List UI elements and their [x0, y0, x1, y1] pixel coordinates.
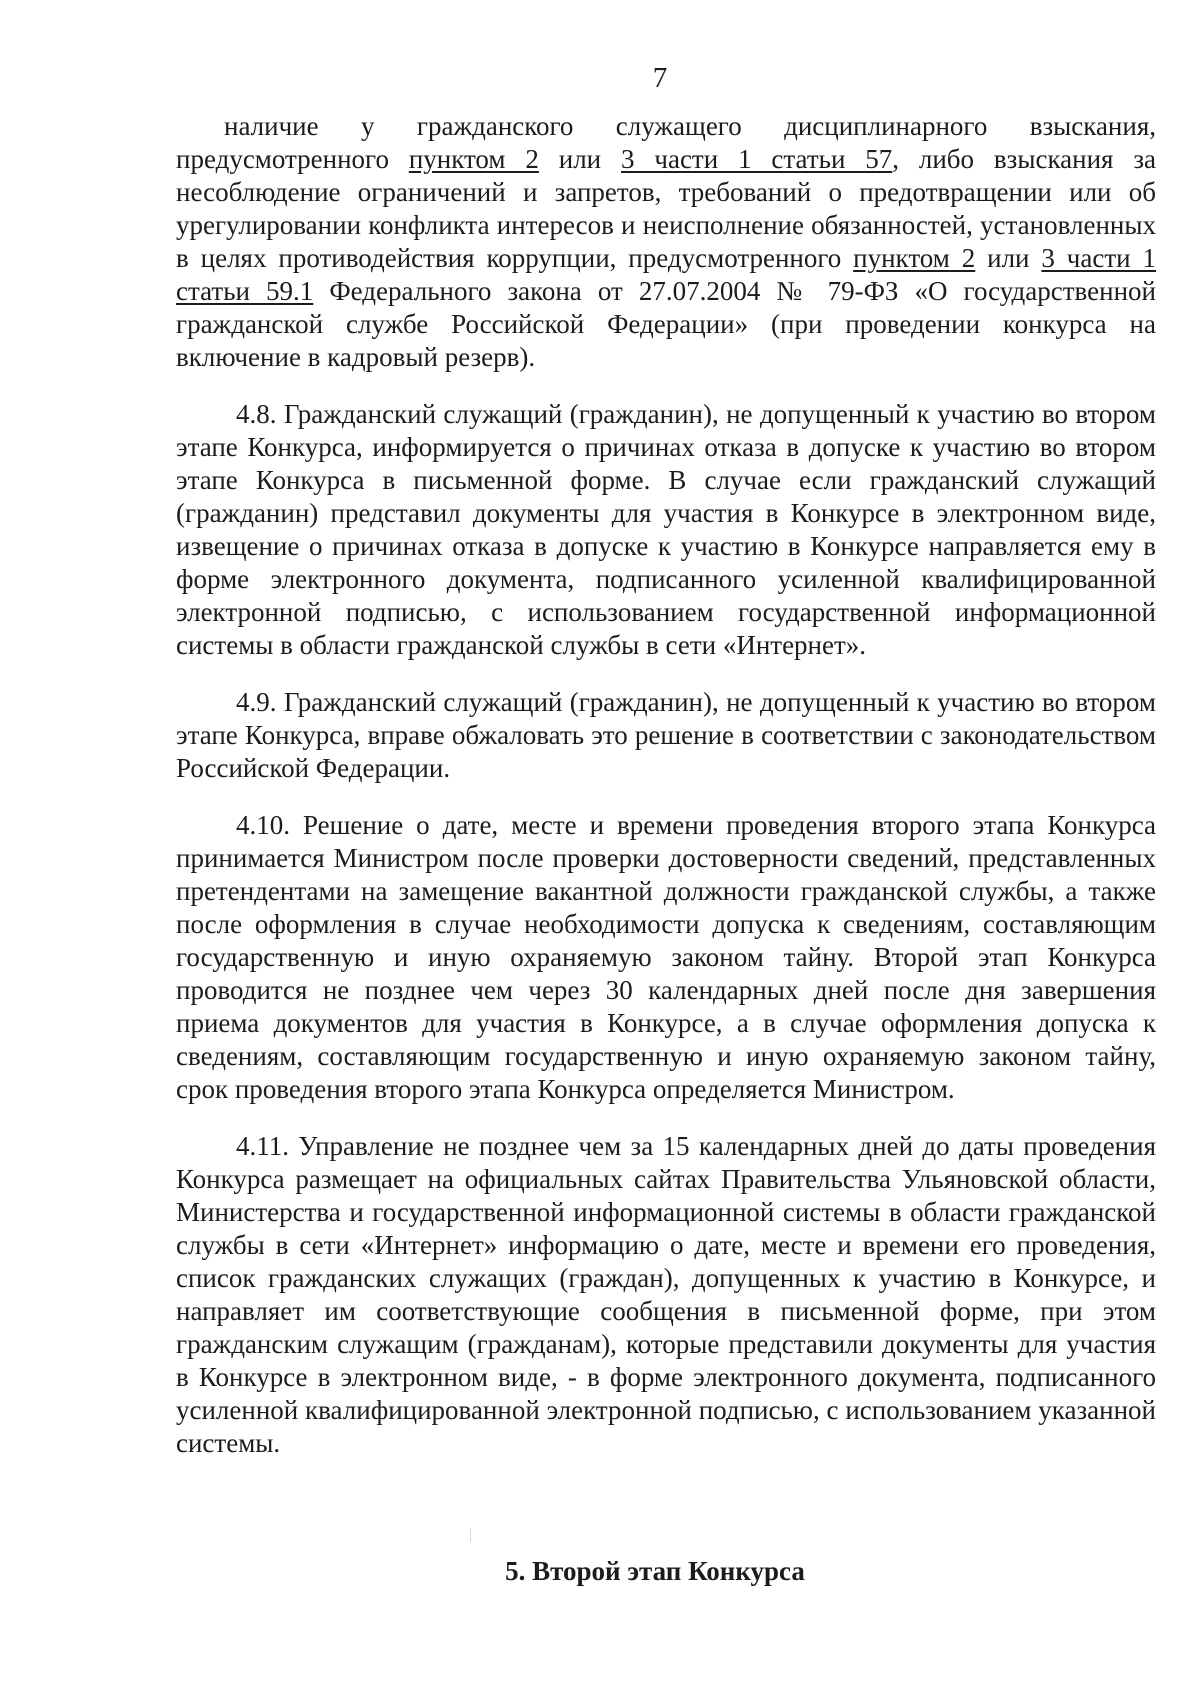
paragraph-text: или — [538, 144, 622, 174]
paragraph-text: или — [975, 243, 1042, 273]
paragraph-4-8: 4.8. Гражданский служащий (гражданин), не допущенный к участию во втором этапе Конкурса, информируется о причинах отказа в допуске к участию во втором этапе Конкурса в письменной форме. В случае если гражданский служащий (гражданин) представил документы для участия в Конкурсе в электронном виде, извещение о причинах отказа в допуске к участию в Конкурсе направляется ему в форме электронного документа, подписанного усиленной квалифицированной электронной подписью, с использованием государственной информационной системы в области гражданской службы в сети «Интернет». — [176, 399, 1156, 660]
paragraph-text: Федерального закона от 27.07.2004 № 79-ФЗ «О государственной гражданской службе Российской Федерации» (при проведении конкурса на включение в кадровый резерв). — [176, 276, 1156, 372]
paragraph-4-11: 4.11. Управление не позднее чем за 15 календарных дней до даты проведения Конкурса размещает на официальных сайтах Правительства Ульяновской области, Министерства и государственной информационной системы в области гражданской службы в сети «Интернет» информацию о дате, месте и времени его проведения, список гражданских служащих (граждан), допущенных к участию в Конкурсе, и направляет им соответствующие сообщения в письменной форме, при этом гражданским служащим (гражданам), которые представили документы для участия в Конкурсе в электронном виде, - в форме электронного документа, подписанного усиленной квалифицированной электронной подписью, с использованием указанной системы. — [176, 1131, 1156, 1458]
page-number: 7 — [652, 62, 668, 94]
paragraph-text: наличие у гражданского служащего дисциплинарного взыскания, предусмотренного — [176, 111, 1156, 174]
paragraph-text: , либо взыскания за несоблюдение ограничений и запретов, требований о предотвращении или об урегулировании конфликта интересов и неисполнение обязанностей, установленных в целях противодействия коррупции, предусмотренного — [176, 144, 1156, 273]
section-heading: 5. Второй этап Конкурса — [505, 1556, 805, 1586]
paragraph-4-9: 4.9. Гражданский служащий (гражданин), не допущенный к участию во втором этапе Конкурса, вправе обжаловать это решение в соответствии с законодательством Российской Федерации. — [176, 687, 1156, 783]
law-reference-link[interactable]: 3 части 1 статьи 57 — [621, 144, 893, 174]
law-reference-link[interactable]: пунктом 2 — [853, 243, 976, 273]
law-reference-link[interactable]: пунктом 2 — [408, 144, 539, 174]
paragraph-disciplinary-sanction — [176, 110, 1156, 374]
paragraph-4-10: 4.10. Решение о дате, месте и времени проведения второго этапа Конкурса принимается Министром после проверки достоверности сведений, представленных претендентами на замещение вакантной должности гражданской службы, а также после оформления в случае необходимости допуска к сведениям, составляющим государственную и иную охраняемую законом тайну. Второй этап Конкурса проводится не позднее чем через 30 календарных дней после дня завершения приема документов для участия в Конкурсе, а в случае оформления допуска к сведениям, составляющим государственную и иную охраняемую законом тайну, срок проведения второго этапа Конкурса определяется Министром. — [176, 810, 1156, 1104]
law-reference-link[interactable]: 3 части 1 статьи 59.1 — [176, 243, 1156, 306]
scan-mark — [470, 1528, 471, 1542]
document-body — [176, 110, 1156, 1484]
